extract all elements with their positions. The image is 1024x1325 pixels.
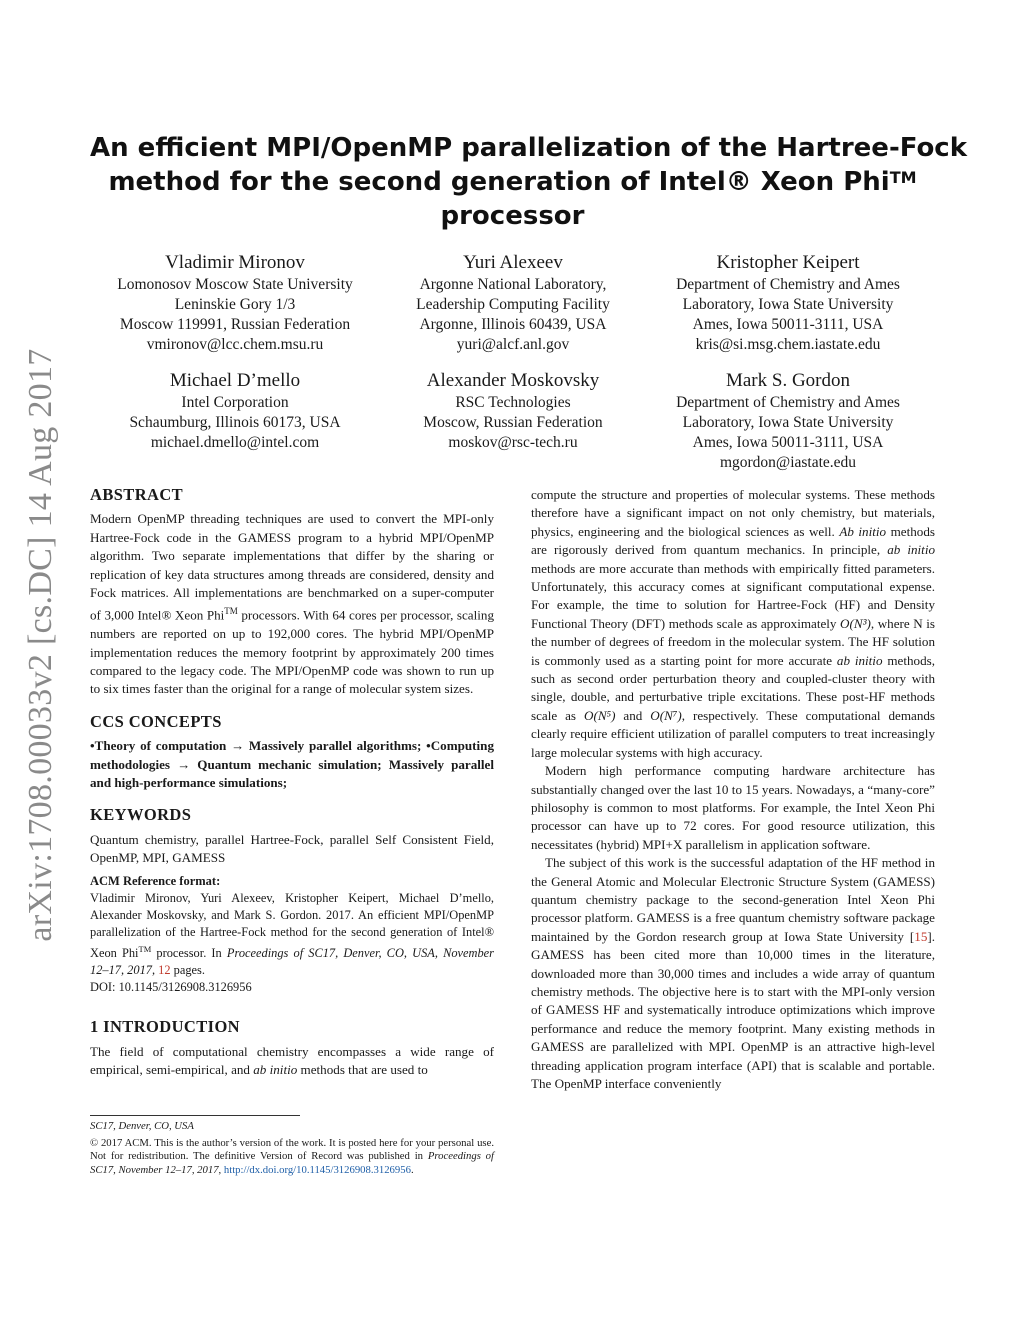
text-part: ]. GAMESS has been cited more than 10,000 times in the literature, downloaded more than 30,000 times and includes a wide array of quantum chemistry methods. The objective here is to start with the MPI-only version of GAMESS HF and systematically introduce optimizations which improve performance and reduce the memory footprint. Many existing methods in GAMESS are parallelized with MPI. OpenMP is an attractive high-level threading application program interface (API) that is scalable and portable. The OpenMP interface conveniently <box>531 928 935 1091</box>
author-name: Michael D’mello <box>169 370 301 391</box>
text-part: , where N is the number of degrees of freedom in the molecular system. The HF solution is commonly used as a starting point for more accurate <box>531 615 935 668</box>
author-name: Alexander Moskovsky <box>426 370 600 391</box>
author-affiliation: Leninskie Gory 1/3 <box>174 296 296 313</box>
author-email: moskov@rsc-tech.ru <box>448 434 578 451</box>
pages-link[interactable]: 12 <box>158 963 171 978</box>
acm-ref-doi: DOI: 10.1145/3126908.3126956 <box>90 980 252 995</box>
footnote-proceedings: Proceedings of SC17, November 12–17, 2017 <box>90 1150 494 1176</box>
acm-ref-heading: ACM Reference format: <box>90 873 221 888</box>
intro-italic: ab initio <box>253 1062 298 1078</box>
arxiv-id: arXiv:1708.00033v2 [cs.DC] 14 Aug 2017 <box>22 348 59 942</box>
text-part: methods are more accurate than methods with empirically fitted parameters. Unfortunately, this accuracy comes at significant computational expense. For example, the time to solution for Hartree-Fock (HF) and Density Functional Theory (DFT) methods scale as approximately <box>531 560 935 631</box>
intro-paragraph-3 <box>531 854 935 1093</box>
author-card <box>368 251 658 355</box>
abstract-trademark: TM <box>224 606 238 617</box>
left-column <box>90 486 494 1079</box>
acm-ref-proceedings: Proceedings of SC17, Denver, CO, USA, November 12–17, 2017, <box>90 946 494 978</box>
author-card <box>643 251 933 355</box>
author-email: kris@si.msg.chem.iastate.edu <box>695 336 881 353</box>
arxiv-stamp <box>18 345 64 945</box>
footnote-copyright <box>90 1137 494 1178</box>
intro-text-part: methods that are used to <box>297 1062 428 1078</box>
author-name: Vladimir Mironov <box>165 252 305 273</box>
text-part: methods are rigorously derived from quantum mechanics. In principle, <box>531 523 935 558</box>
author-card <box>643 369 933 473</box>
math-expression: O(N⁷) <box>650 707 682 723</box>
author-affiliation: Schaumburg, Illinois 60173, USA <box>129 414 341 431</box>
abstract-heading: ABSTRACT <box>90 485 184 504</box>
text-part: The subject of this work is the successful adaptation of the HF method in the General Atomic and Molecular Electronic Structure System (GAMESS) quantum chemistry package to the second-generation Intel Xeon Phi processor platform. GAMESS is a free quantum chemistry software package maintained by the Gordon research group at Iowa State University [ <box>531 855 935 944</box>
author-affiliation: Moscow, Russian Federation <box>423 414 603 431</box>
author-affiliation: Lomonosov Moscow State University <box>117 276 353 293</box>
italic-term: Ab initio <box>839 523 887 539</box>
right-column <box>531 486 935 1093</box>
author-card <box>368 369 658 453</box>
author-email: vmironov@lcc.chem.msu.ru <box>146 336 324 353</box>
footnote-rule <box>90 1115 300 1116</box>
footnote-sep: , <box>218 1163 224 1176</box>
author-affiliation: Moscow 119991, Russian Federation <box>119 316 351 333</box>
title-line-2 <box>90 165 935 199</box>
italic-term: ab initio <box>887 542 935 558</box>
intro-heading: 1 INTRODUCTION <box>90 1017 240 1037</box>
footnote-end: . <box>410 1163 414 1176</box>
footnote <box>90 1120 494 1177</box>
author-email: yuri@alcf.anl.gov <box>456 336 570 353</box>
author-name: Yuri Alexeev <box>463 252 563 273</box>
math-expression: O(N³) <box>840 615 871 631</box>
author-name: Kristopher Keipert <box>716 252 860 273</box>
acm-ref-part: pages. <box>170 963 205 978</box>
intro-paragraph-2: Modern high performance computing hardware architecture has substantially changed over the last 10 to 15 years. Nowadays, a “many-core” philosophy is common to most platforms. For example, the Intel Xeon Phi processor can have up to 72 cores. For good resource utilization, this necessitates (hybrid) MPI+X parallelism in application software. <box>531 763 935 852</box>
author-affiliation: Argonne National Laboratory, <box>419 276 607 293</box>
abstract-text <box>90 510 494 698</box>
author-affiliation: Department of Chemistry and Ames <box>676 394 900 411</box>
ccs-heading: CCS CONCEPTS <box>90 711 222 731</box>
author-affiliation: Ames, Iowa 50011-3111, USA <box>692 434 884 451</box>
author-affiliation: RSC Technologies <box>455 394 571 411</box>
text-part: compute the structure and properties of molecular systems. These methods therefore have a significant impact on not only chemistry, but materials, physics, engineering and the biological sciences as well. <box>531 487 935 539</box>
title-trademark: TM <box>889 168 917 187</box>
author-affiliation: Laboratory, Iowa State University <box>682 296 894 313</box>
intro-text-part: The field of computational chemistry encompasses a wide range of empirical, semi-empirical, and <box>90 1043 494 1078</box>
text-part: and <box>615 707 651 723</box>
abstract-text-part: Modern OpenMP threading techniques are used to convert the MPI-only Hartree-Fock code in the GAMESS program to a hybrid MPI/OpenMP algorithm. Two separate implementations that differ by the sharing or replication of key data structures among threads are considered, density and Fock matrices. All implementations are benchmarked on a super-computer of 3,000 Intel® Xeon Phi <box>90 511 494 623</box>
keywords-text: Quantum chemistry, parallel Hartree-Fock, parallel Self Consistent Field, OpenMP, MPI, GAMESS <box>90 831 494 866</box>
acm-ref-text <box>90 890 494 979</box>
text-part: methods, such as second order perturbation theory and coupled-cluster theory with single, double, and perturbative triple excitations. These post-HF methods scale as <box>531 652 935 723</box>
acm-ref-part: Vladimir Mironov, Yuri Alexeev, Kristopher Keipert, Michael D’mello, Alexander Moskovsky, and Mark S. Gordon. 2017. An efficient MPI/OpenMP parallelization of the Hartree-Fock method for the second generation of Intel® Xeon Phi <box>90 891 494 961</box>
author-affiliation: Laboratory, Iowa State University <box>682 414 894 431</box>
keywords-heading: KEYWORDS <box>90 805 192 825</box>
author-affiliation: Ames, Iowa 50011-3111, USA <box>692 316 884 333</box>
intro-text <box>90 1043 494 1080</box>
author-affiliation: Argonne, Illinois 60439, USA <box>419 316 607 333</box>
acm-ref-part: processor. In <box>151 946 227 961</box>
math-expression: O(N⁵) <box>584 707 616 723</box>
citation-link[interactable]: 15 <box>914 928 928 944</box>
author-card <box>90 369 380 453</box>
italic-term: ab initio <box>836 652 883 668</box>
author-email: michael.dmello@intel.com <box>150 434 320 451</box>
doi-link[interactable]: http://dx.doi.org/10.1145/3126908.3126956 <box>223 1163 411 1176</box>
title-line-2-text: method for the second generation of Intel® Xeon Phi <box>108 167 890 197</box>
author-email: mgordon@iastate.edu <box>719 454 857 471</box>
acm-ref-trademark: TM <box>138 944 152 955</box>
title-line-1: An efficient MPI/OpenMP parallelization of the Hartree-Fock <box>90 133 968 163</box>
footnote-copyright-text: © 2017 ACM. This is the author’s version of the work. It is posted here for your personal use. Not for redistribution. The definitive Version of Record was published in <box>90 1136 494 1163</box>
footnote-venue: SC17, Denver, CO, USA <box>90 1120 194 1132</box>
author-name: Mark S. Gordon <box>725 370 851 391</box>
paper-title <box>90 131 968 233</box>
intro-paragraph-1 <box>531 486 935 762</box>
abstract-text-part: processors. With 64 cores per processor, scaling numbers are reported on up to 192,000 cores. The hybrid MPI/OpenMP implementation reduces the memory footprint by approximately 200 times compared to the legacy code. The MPI/OpenMP code was shown to run up to six times faster than the original for a range of molecular system sizes. <box>90 607 494 697</box>
title-line-3: processor <box>440 201 585 231</box>
text-part: , respectively. These computational demands clearly require efficient utilization of parallel computers to treat increasingly large molecular systems with high accuracy. <box>531 707 936 760</box>
author-affiliation: Leadership Computing Facility <box>416 296 610 313</box>
author-affiliation: Intel Corporation <box>181 394 289 411</box>
ccs-text: •Theory of computation → Massively parallel algorithms; •Computing methodologies → Quantum mechanic simulation; Massively parallel and high-performance simulations; <box>90 738 494 791</box>
author-affiliation: Department of Chemistry and Ames <box>676 276 900 293</box>
author-card <box>90 251 380 355</box>
